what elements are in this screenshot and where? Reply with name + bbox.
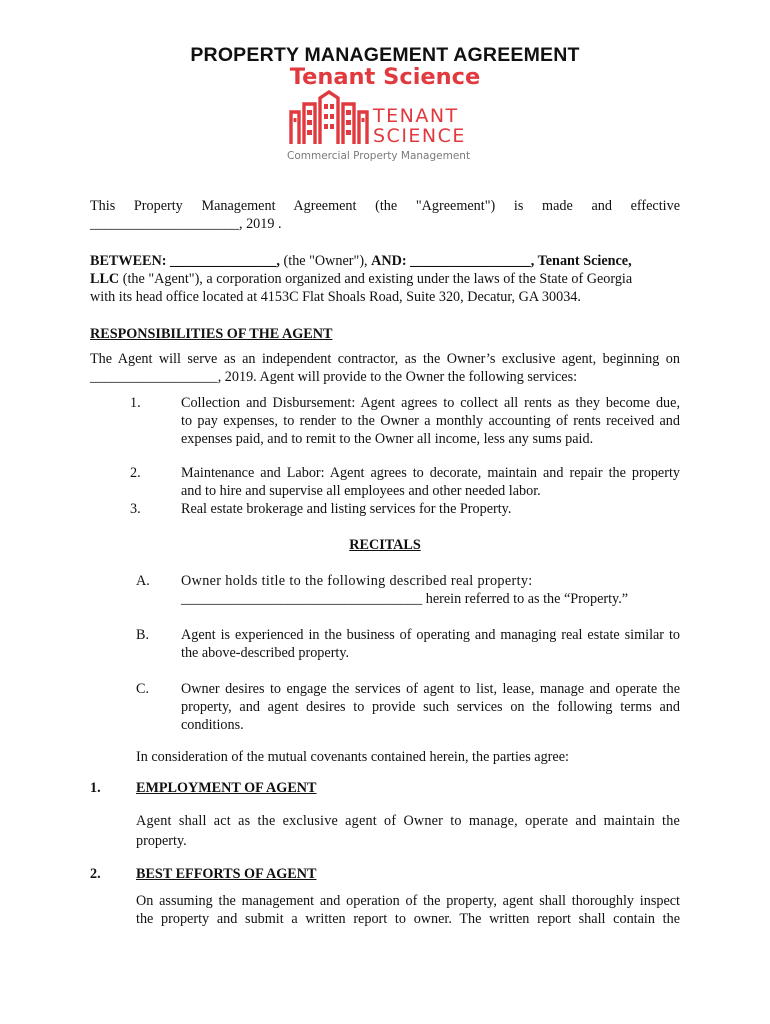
service-item-2-line-1: Maintenance and Labor: Agent agrees to decorate, maintain and repair the property [181, 465, 680, 481]
section-2-line-1: On assuming the management and operation of the property, agent shall thoroughly inspect [136, 893, 680, 909]
section-1-heading: EMPLOYMENT OF AGENT [136, 780, 317, 796]
responsibilities-intro-1: The Agent will serve as an independent contractor, as the Owner’s exclusive agent, beginning on [90, 351, 680, 367]
section-2-heading: BEST EFFORTS OF AGENT [136, 866, 317, 882]
recital-c-line-2: property, and agent desires to provide such services on the following terms and [181, 699, 680, 715]
recitals-heading: RECITALS [349, 537, 421, 553]
intro-line-1: This Property Management Agreement (the "Agreement") is made and effective [90, 198, 680, 214]
section-1-line-2: property. [136, 833, 187, 849]
recital-letter-a: A. [136, 573, 150, 589]
service-item-2-line-2: and to hire and supervise all employees and other needed labor. [181, 483, 541, 499]
recital-c-line-3: conditions. [181, 717, 244, 733]
intro-line-2: _____________________, 2019 . [90, 216, 282, 232]
between-agent-desc: (the "Agent"), a corporation organized and existing under the laws of the State of Georgia [119, 271, 633, 287]
section-2-number: 2. [90, 866, 101, 882]
service-item-1-line-2: to pay expenses, to render to the Owner a monthly accounting of rents received and [181, 413, 680, 429]
service-item-3-line-1: Real estate brokerage and listing services for the Property. [181, 501, 512, 517]
recital-letter-c: C. [136, 681, 150, 697]
company-logo [287, 90, 487, 166]
recital-b-line-1: Agent is experienced in the business of operating and managing real estate similar to [181, 627, 680, 643]
section-1-number: 1. [90, 780, 101, 796]
between-line-3: with its head office located at 4153C Flat Shoals Road, Suite 320, Decatur, GA 30034. [90, 289, 581, 305]
logo-word-tenant: TENANT [373, 105, 459, 127]
consideration-text: In consideration of the mutual covenants contained herein, the parties agree: [136, 749, 569, 765]
recital-a-line-2: __________________________________ herein referred to as the “Property.” [181, 591, 629, 607]
responsibilities-heading: RESPONSIBILITIES OF THE AGENT [90, 326, 333, 342]
between-owner-text: (the "Owner"), [279, 253, 372, 269]
between-llc: LLC [90, 271, 120, 287]
recital-b-line-2: the above-described property. [181, 645, 350, 661]
recital-letter-b: B. [136, 627, 150, 643]
service-number-2: 2. [130, 465, 141, 481]
document-title: PROPERTY MANAGEMENT AGREEMENT [190, 44, 580, 66]
section-2-line-2: the property and submit a written report to owner. The written report shall contain the [136, 911, 680, 927]
brand-name: Tenant Science [289, 64, 481, 90]
logo-tagline: Commercial Property Management [287, 150, 471, 162]
service-number-1: 1. [130, 395, 141, 411]
recital-c-line-1: Owner desires to engage the services of agent to list, lease, manage and operate the [181, 681, 680, 697]
between-owner-label: BETWEEN: _______________, [90, 253, 280, 269]
responsibilities-intro-2: __________________, 2019. Agent will provide to the Owner the following services: [90, 369, 578, 385]
between-agent-label: AND: _________________, Tenant Science, [371, 253, 632, 269]
between-line-1 [90, 252, 680, 270]
recital-a-line-1: Owner holds title to the following described real property: [181, 573, 533, 589]
between-line-2 [90, 270, 680, 288]
service-number-3: 3. [130, 501, 141, 517]
service-item-1-line-3: expenses paid, and to remit to the Owner all income, less any sums paid. [181, 431, 594, 447]
service-item-1-line-1: Collection and Disbursement: Agent agrees to collect all rents as they become due, [181, 395, 680, 411]
section-1-line-1: Agent shall act as the exclusive agent of Owner to manage, operate and maintain the [136, 813, 680, 829]
logo-word-science: SCIENCE [373, 125, 466, 147]
